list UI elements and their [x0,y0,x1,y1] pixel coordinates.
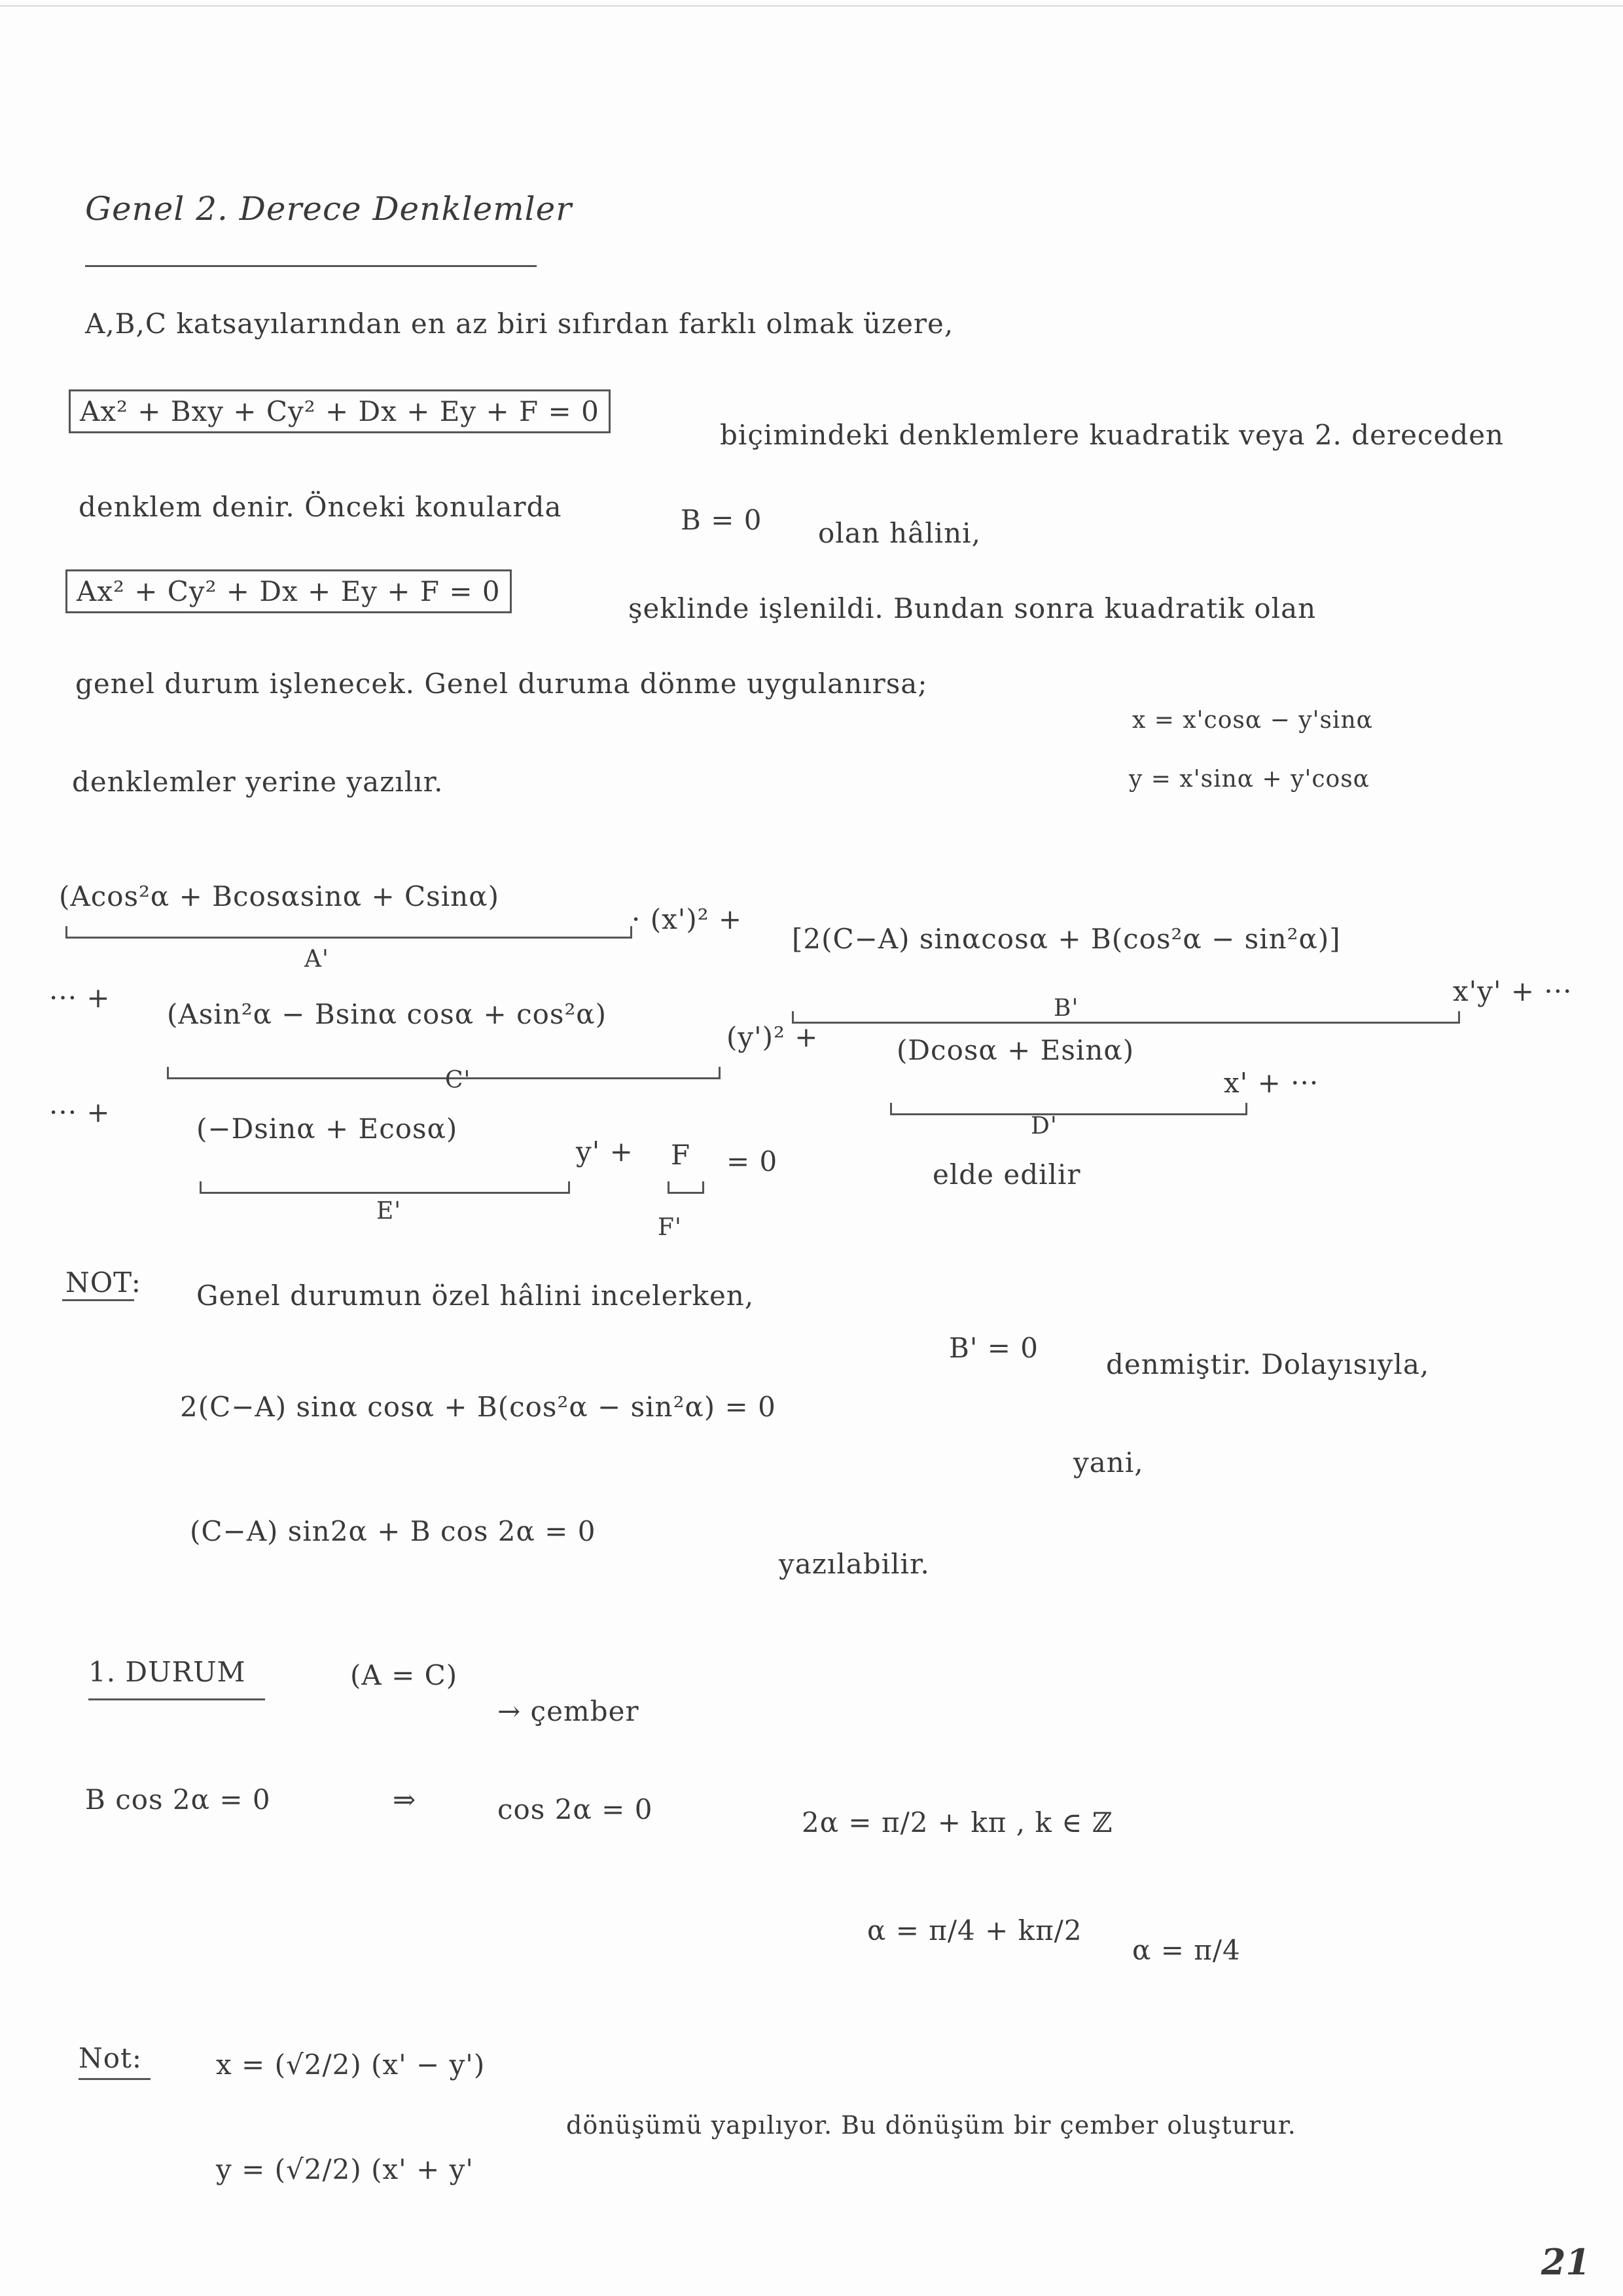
expansion-1-term-a: (Acos²α + Bcosαsinα + Csinα) [59,880,499,912]
brace-c [167,1067,721,1079]
brace-a [65,926,632,939]
intro-line-6: denklemler yerine yazılır. [72,766,444,798]
case-1-equation-5: α = π/4 [1132,1934,1241,1966]
note-2-label: Not: [79,2042,143,2074]
label-b-prime: B' [1054,995,1079,1022]
expansion-2-term-b: (y')² + [726,1021,819,1053]
brace-d [890,1103,1247,1115]
expansion-1-term-b: · (x')² + [632,903,743,935]
case-1-condition: (A = C) [350,1659,458,1691]
note-1-equation-1: 2(C−A) sinα cosα + B(cos²α − sin²α) = 0 [180,1391,776,1423]
page-top-edge [0,5,1623,7]
case-1-arrow: → çember [497,1695,639,1727]
note-2-x: x = (√2/2) (x' − y') [216,2049,486,2081]
label-d-prime: D' [1031,1113,1058,1139]
page-number: 21 [1541,2241,1590,2283]
rotation-y: y = x'sinα + y'cosα [1129,766,1370,793]
expansion-1-term-c: [2(C−A) sinαcosα + B(cos²α − sin²α)] [792,923,1341,955]
reduced-equation: Ax² + Cy² + Dx + Ey + F = 0 [65,569,512,613]
intro-line-5: genel durum işlenecek. Genel duruma dönme uygulanırsa; [75,668,928,700]
intro-line-3c: olan hâlini, [818,517,981,549]
expansion-3-term-eq: = 0 [726,1145,778,1177]
intro-line-3a: denklem denir. Önceki konularda [79,491,562,523]
page-title: Genel 2. Derece Denklemler [85,190,573,228]
note-1-text-c: denmiştir. Dolayısıyla, [1106,1348,1430,1380]
intro-line-4: şeklinde işlenildi. Bundan sonra kuadratik olan [628,592,1317,624]
expansion-1-term-d: x'y' + ··· [1453,975,1573,1007]
expansion-3-result: elde edilir [933,1158,1081,1191]
expansion-3-term-f: F [671,1139,691,1171]
rotation-x: x = x'cosα − y'sinα [1132,707,1373,734]
expansion-2-term-d: x' + ··· [1224,1067,1319,1099]
note-2-label-underline [79,2078,151,2080]
brace-b [792,1011,1460,1024]
expansion-2-term-c: (Dcosα + Esinα) [897,1034,1135,1066]
note-1-label: NOT: [65,1266,141,1299]
intro-line-2: biçimindeki denklemlere kuadratik veya 2. dereceden [720,419,1505,451]
expansion-2-term-a: (Asin²α − Bsinα cosα + cos²α) [167,998,607,1030]
case-1-label-underline [88,1698,265,1700]
general-equation: Ax² + Bxy + Cy² + Dx + Ey + F = 0 [69,389,611,433]
expansion-3-prefix: ··· + [49,1096,111,1128]
expansion-3-term-b: y' + [576,1136,633,1168]
note-1-equation-2: (C−A) sin2α + B cos 2α = 0 [190,1515,596,1547]
intro-line-3b: B = 0 [681,504,762,536]
case-1-equation-4: α = π/4 + kπ/2 [867,1914,1082,1946]
case-1-equation-1: B cos 2α = 0 [85,1784,271,1816]
note-1-equation-1-tail: yani, [1073,1446,1144,1479]
title-underline [85,265,537,267]
brace-e [200,1181,570,1194]
note-1-equation-2-tail: yazılabilir. [779,1548,930,1580]
note-2-text: dönüşümü yapılıyor. Bu dönüşüm bir çember oluşturur. [566,2111,1296,2140]
case-1-label: 1. DURUM [88,1656,246,1688]
note-2-y: y = (√2/2) (x' + y' [216,2153,474,2185]
label-f-prime: F' [658,1214,682,1241]
label-a-prime: A' [304,946,329,973]
expansion-2-prefix: ··· + [49,982,111,1014]
label-c-prime: C' [445,1067,471,1094]
note-1-text-a: Genel durumun özel hâlini incelerken, [196,1280,755,1312]
intro-line-1: A,B,C katsayılarından en az biri sıfırdan farklı olmak üzere, [85,308,954,340]
expansion-3-term-a: (−Dsinα + Ecosα) [196,1113,458,1145]
brace-f [668,1181,704,1194]
case-1-equation-2: cos 2α = 0 [497,1793,653,1825]
note-1-label-underline [62,1299,134,1301]
case-1-equation-3: 2α = π/2 + kπ , k ∈ ℤ [802,1806,1113,1839]
label-e-prime: E' [376,1198,402,1225]
note-1-text-b: B' = 0 [949,1332,1039,1364]
case-1-implies: ⇒ [393,1784,417,1816]
